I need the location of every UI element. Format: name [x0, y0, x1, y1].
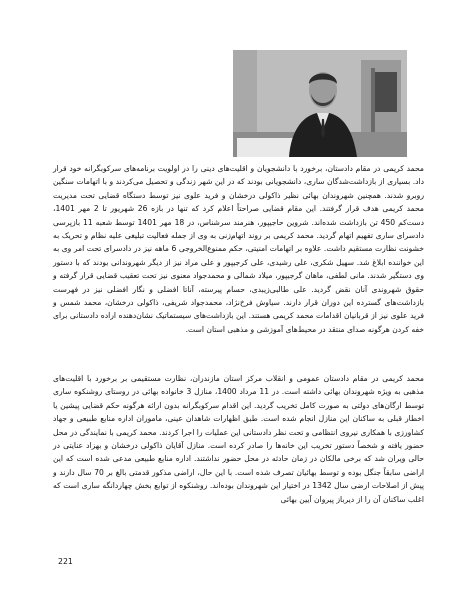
page-number: 221 — [58, 557, 73, 566]
body-paragraph: محمد کریمی در مقام دادستان عمومی و انقلاب مرکز استان مازندران، نظارت مستقیمی بر برخورد با اقلیت‌های مذهبی به ویژه شهروندان بهائی داشته است. در 11 مرداد 1400، منازل 3 خانواده بهائی در روستای روشنکوه ساری توسط ارگان‌های دولتی به صورت کامل تخریب گردید. این اقدام سرکوبگرانه بدون ارائه هرگونه حکم قضایی پیشین یا اخطار قبلی به ساکنان این منازل انجام شده است. طبق اظهارات شاهدان عینی، ماموران اداره منابع طبیعی و جهاد کشاورزی با همکاری نیروی انتظامی و تحت نظر دادستانی این عملیات را اجرا کردند. محمد کریمی با نمایندگی در محل حضور یافته و شخصاً دستور تخریب این خانه‌ها را صادر کرده است. منازل آقایان ذاکولی درخشان و بهزاد عنایتی در حالی ویران شد که برخی مالکان در زمان حادثه در محل حضور نداشتند. اداره منابع طبیعی مدعی شده است که این اراضی سابقاً جنگل بوده و توسط بهائیان تصرف شده است. با این حال، اراضی مذکور قدمتی بالغ بر 70 سال دارند و پیش از اصلاحات ارضی سال 1342 در اختیار این شهروندان بوده‌اند. روشنکوه از توابع بخش چهاردانگه ساری است که اغلب ساکنان آن را از دیرباز پیروان آیین بهائی — [53, 374, 424, 504]
portrait-photo — [233, 50, 407, 157]
body-paragraph: محمد کریمی در مقام دادستان، برخورد با دانشجویان و اقلیت‌های دینی را در اولویت برنامه‌های سرکوبگرانه خود قرار داد. بسیاری از بازداشت‌شدگان ساری، دانشجویانی بودند که در این شهر زندگی و تحصیل می‌کردند و با اتهامات سنگین روبرو شدند. همچنین شهروندان بهائی نظیر ذاکولی درخشان و فرید علوی نیز توسط دستگاه قضایی تحت مدیریت محمد کریمی هدف قرار گرفتند. این مقام قضایی صراحتاً اعلام کرد که تنها در بازه 26 شهریور تا 2 مهر 1401، دست‌کم 450 تن بازداشت شده‌اند. شروین حاجیپور، هنرمند سرشناس، در 18 مهر 1401 توسط شعبه 11 بازپرسی دادسرای ساری تفهیم اتهام گردید. محمد کریمی بر روند اتهام‌زنی به وی از جمله فعالیت تبلیغی علیه نظام و تحریک به خشونت نظارت مستقیم داشت. علاوه بر اتهامات امنیتی، حکم ممنوع‌الخروجی 6 ماهه نیز در دادسرای تحت امر وی به این خواننده ابلاغ شد. سهیل شکری، علی رشیدی، علی کرجیپور و علی مراد نیز از دیگر شهروندانی بودند که با دستور وی دستگیر شدند. مانی لطفی، ماهان گرجیپور، میلاد شمالی و محمدجواد معنوی نیز تحت تعقیب قضایی قرار گرفته و حقوق شهروندی آنان نقض گردید. علی طالبی‌زیبدی، حسام پیرسته، آناتا افضلی و نگار افضلی نیز در فهرست بازداشت‌های گسترده این دوران قرار دارند. سیاوش فرخ‌نژاد، محمدجواد شریفی، ذاکولی درخشان، محمد شمس و فرید علوی نیز از قربانیان اقدامات محمد کریمی هستند. این بازداشت‌های سیستماتیک نشان‌دهنده اراده دادستانی برای خفه کردن هرگونه صدای منتقد در محیط‌های آموزشی و مذهبی استان است. — [53, 164, 424, 334]
